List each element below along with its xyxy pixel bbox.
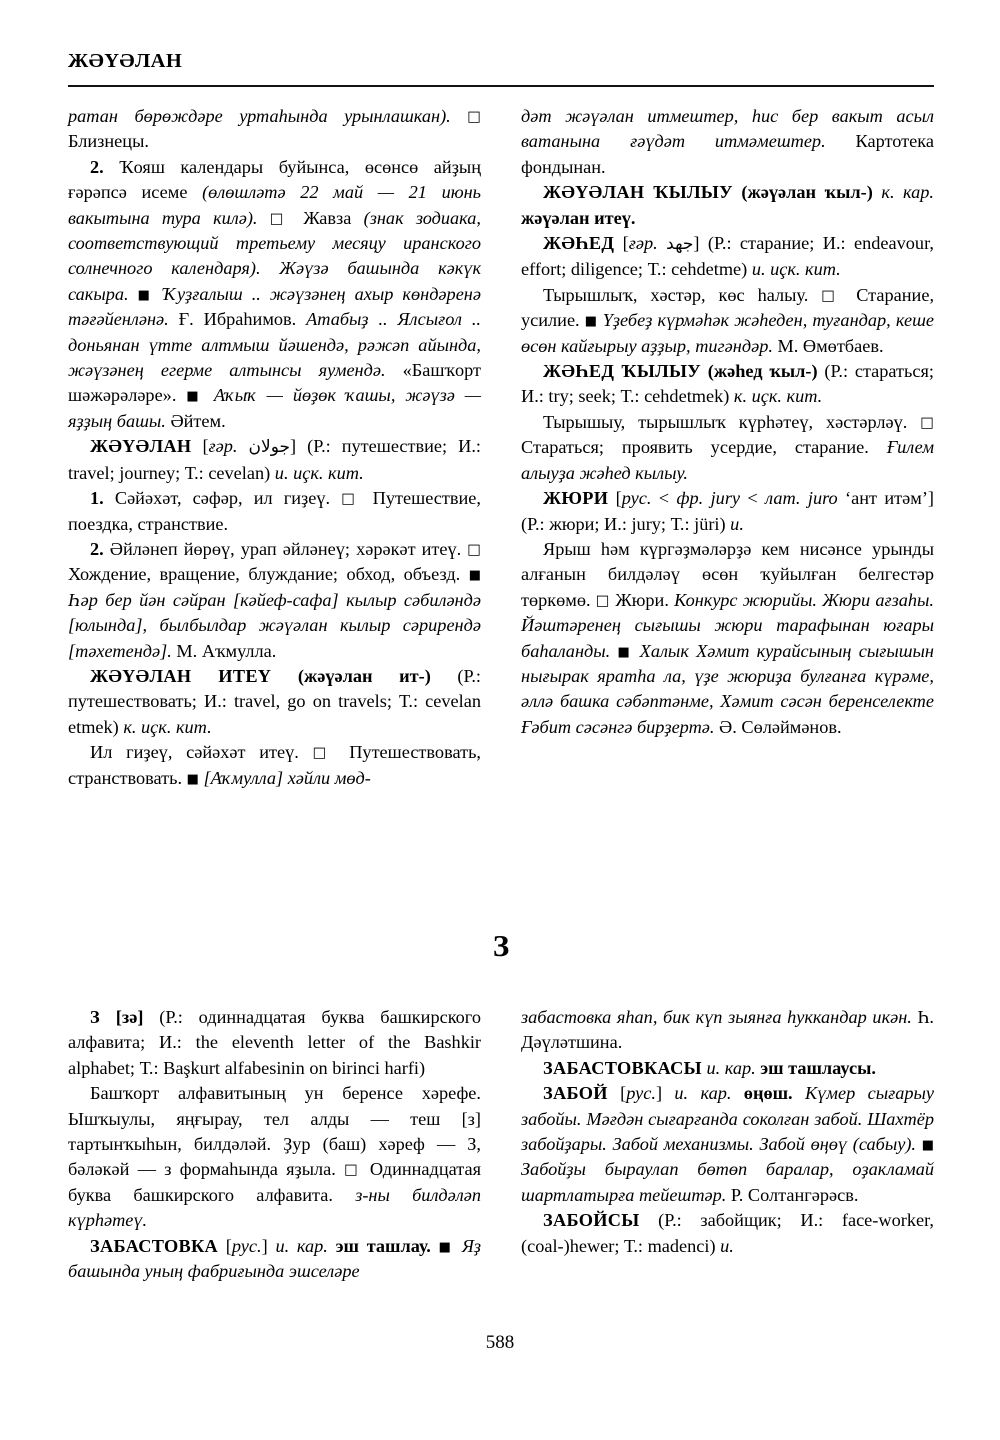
text-run: (Р.: забойщик; И.: face-worker, (coal-)hewer; Т.: madenci) (521, 1210, 934, 1256)
text-run: (жәүәлан ҡыл-) (732, 182, 873, 203)
text-run: Жавза (291, 207, 364, 228)
entry-paragraph (521, 1081, 934, 1208)
text-run: Күмер сығарыу забойы. Мәғдән сығарғанда соколған забой. Шахтёр забойҙары. Забой механизмы. Забой өңөү (сабыу). (521, 1083, 934, 1155)
lower-column-block (68, 1005, 934, 1284)
text-run: к. кар. (881, 182, 935, 203)
sense-marker-icon: ■ (186, 771, 199, 787)
text-run: Старание, усилие. (521, 284, 935, 331)
text-run: Ҡуҙғалыш .. жәүзәнең ахыр көндәренә тәғәйенләнә. (68, 283, 481, 330)
sense-marker-icon: □ (341, 491, 362, 508)
sense-marker-icon: ■ (617, 644, 633, 660)
text-run: М. Өмөтбаев. (772, 335, 884, 356)
text-run: Одиннадцатая буква башкирского алфавита. (68, 1159, 482, 1205)
text-run: ] (Р.: старание; И.: endeavour, effort; diligence; Т.: cehdetme) (521, 233, 934, 280)
text-run: 1. (90, 488, 104, 509)
letter-divider-glyph: З (492, 928, 510, 963)
running-head (68, 50, 934, 73)
text-run (451, 106, 468, 126)
text-run: ‘ант итәм’] (Р.: жюри; И.: jury; Т.: jüri) (521, 488, 935, 534)
entry-paragraph (521, 283, 934, 359)
text-run: (Р.: стараться; И.: try; seek; Т.: cehdetmek) (521, 361, 934, 407)
headword: ЖӘҮӘЛАН (90, 436, 192, 457)
entry-paragraph (521, 1005, 934, 1056)
text-run: Башҡорт алфавитының ун беренсе хәрефе. Ышҡыулы, яңғырау, тел алды — теш [з] тартынҡыһын, билдәләй. Ҙур (баш) хәреф — З, бәләкәй — з формаһында яҙыла. (68, 1083, 481, 1180)
text-run: и. кар. (706, 1057, 756, 1078)
text-run: Ил гиҙеү, сәйәхәт итеү. (90, 742, 313, 763)
headword: ЖӘҺЕД ҠЫЛЫУ (543, 361, 701, 382)
text-run (431, 1236, 439, 1256)
headword: ЗАБОЙ (543, 1083, 608, 1104)
text-run: Яҙ башында уның фабриғында эшселәре (68, 1235, 481, 1282)
text-run: Атабыҙ .. Ялсығол .. доньянан үтте алтмыш йәшендә, рәжәп айында, жәүзәнең егерме алтынсы яумендә. (68, 309, 481, 381)
text-run: Сәйәхәт, сәфәр, ил гиҙеү. (103, 488, 342, 509)
text-run (258, 208, 270, 228)
text-run: ратан бөрөждәре уртаһында урынлашкан). (68, 106, 451, 126)
text-run: рус. (621, 488, 652, 509)
text-run: (Р.: путешествовать; И.: travel, go on travels; Т.: cevelan etmek) (68, 665, 481, 737)
text-run: дәт жәүәлан итмештер, һис бер вакыт асыл ватанына ғәүдәт итмәмештер. (521, 106, 934, 152)
entry-paragraph (521, 1056, 934, 1081)
text-run: Жюри. (610, 589, 675, 610)
entry-paragraph (68, 155, 481, 434)
text-run: и. кар. (674, 1083, 732, 1104)
text-run: Картотека фондынан. (521, 131, 934, 177)
text-run: Һ. Дәүләтшина. (521, 1007, 934, 1053)
text-run: Тырышлыҡ, хәстәр, көс һалыу. (543, 284, 822, 305)
text-run: ] (Р.: путешествие; И.: travel; journey; Т.: cevelan) (68, 436, 481, 483)
text-run: и. иçк. кит. (751, 259, 841, 280)
text-run: к. иçк. кит. (733, 386, 823, 407)
text-run: Стараться; проявить усердие, старание. (521, 437, 887, 458)
arabic-etymology: جهد (666, 234, 694, 255)
entry-paragraph (521, 359, 934, 410)
text-run: 2. (90, 156, 104, 177)
entry-paragraph (68, 1234, 481, 1285)
headword: З (90, 1007, 100, 1027)
text-run: и. иçк. кит. (274, 462, 364, 483)
text-run: Конкурс жюрийы. Жюри ағзаһы. Йәштәренең сығышы жюри тарафынан юғары баһаланды. (521, 589, 934, 661)
text-run: к. иçк. кит. (123, 716, 212, 737)
text-run: [ (607, 1083, 627, 1104)
upper-left-column (68, 104, 481, 791)
sense-marker-icon: ■ (186, 389, 204, 405)
text-run: и. (720, 1235, 734, 1256)
text-run: Путешествовать, странствовать. (68, 742, 482, 788)
text-run: (знак зодиака, соответствующий третьему месяцу иранского солнечного календаря). Жәүзә башында кәкүк сакыра. (68, 207, 481, 304)
text-run: и. (730, 513, 744, 534)
text-run: 2. (90, 538, 104, 559)
text-run: (Р.: одиннадцатая буква башкирского алфавита; И.: the eleventh letter of the Bashkir alphabet; Т.: Başkurt alfabesinin on birinci harfi) (68, 1007, 481, 1078)
arabic-etymology: جولان (248, 437, 291, 458)
text-run: рус. (231, 1235, 262, 1256)
entry-paragraph (68, 1081, 481, 1233)
text-run: «Башҡорт шәжәрәләре». (68, 360, 481, 406)
text-run: Әйтем. (165, 410, 226, 431)
text-run: [ (218, 1235, 232, 1256)
text-run: эш ташлау. (327, 1235, 431, 1256)
entry-paragraph (68, 434, 481, 486)
text-run: Ә. Сөләймәнов. (714, 716, 842, 737)
sense-marker-icon: ■ (438, 1239, 455, 1255)
text-run (658, 233, 666, 253)
headword: ЗАБОЙСЫ (543, 1210, 640, 1231)
text-run: Хождение, вращение, блуждание; обход, объезд. (68, 564, 469, 585)
entry-paragraph (68, 664, 481, 740)
text-run: Ярыш һәм күргәҙмәләрҙә кем нисәнсе урынды алғанын билдәләү өсөн ҡуйылған белгестәр төркөмө. (521, 538, 934, 610)
text-run (129, 284, 138, 304)
upper-column-block (68, 104, 934, 791)
sense-marker-icon: ■ (137, 287, 155, 303)
lower-right-column (521, 1005, 934, 1284)
sense-marker-icon: □ (595, 592, 611, 609)
entry-paragraph (521, 410, 934, 486)
text-run: фр. (676, 488, 704, 509)
text-run: < (651, 488, 677, 509)
sense-marker-icon: □ (467, 109, 481, 125)
upper-right-column (521, 104, 934, 791)
sense-marker-icon: □ (920, 414, 934, 431)
sense-marker-icon: □ (344, 1162, 362, 1179)
entry-paragraph (521, 231, 934, 283)
lower-left-column (68, 1005, 481, 1284)
sense-marker-icon: ■ (584, 314, 598, 330)
sense-marker-icon: □ (269, 210, 292, 227)
text-run: Путешествие, поездка, странствие. (68, 488, 481, 534)
text-run: лат. (765, 488, 801, 509)
entry-paragraph (68, 537, 481, 664)
headword: ЖӘҺЕД (543, 233, 615, 254)
text-run: Ҡояш календары буйынса, өсөнсө айҙың ғәрәпсә исеме (68, 156, 481, 203)
text-run: (жәһед ҡыл-) (700, 361, 818, 382)
running-head-rule (68, 85, 934, 87)
text-run: рус. (626, 1083, 656, 1104)
text-run: Әйләнеп йөрөү, урап әйләнеү; хәрәкәт итеү. (103, 538, 468, 559)
headword: ЖӘҮӘЛАН ИТЕҮ (90, 665, 272, 686)
entry-paragraph (521, 1208, 934, 1259)
text-run: Близнецы. (68, 131, 149, 152)
headword: ЖЮРИ (543, 488, 609, 509)
text-run: ғәр. (628, 233, 658, 254)
text-run (793, 1083, 805, 1103)
entry-paragraph (521, 486, 934, 537)
entry-paragraph (521, 104, 934, 180)
sense-marker-icon: ■ (921, 1138, 934, 1154)
text-run: з-ны билдәләп күрһәтеү. (68, 1184, 482, 1231)
text-run: Һәр бер йән сәйран [кәйеф-сафа] кылыр сәбиләндә [юлында], былбылдар жәүәлан кылыр сәрирендә [тәхетендә]. (68, 589, 481, 661)
headword: ЗАБАСТОВКА (90, 1235, 219, 1256)
text-run: Аҡыҡ — йөҙөк ҡашы, жәүзә — яҙҙың башы. (68, 385, 481, 431)
text-run: эш ташлаусы. (755, 1057, 876, 1078)
text-run: juro (807, 488, 838, 509)
page-number: 588 (485, 1332, 515, 1353)
entry-paragraph (68, 486, 481, 537)
sense-marker-icon: □ (467, 541, 481, 558)
text-run: ] (655, 1083, 675, 1104)
headword: ЗАБАСТОВКАСЫ (543, 1057, 702, 1078)
entry-paragraph (68, 104, 481, 155)
text-run: Ғилем алыуҙа жәһед кылыу. (521, 437, 934, 483)
text-run: Тырышыу, тырышлыҡ күрһәтеү, хәстәрләү. (543, 411, 921, 432)
text-run: забастовка яһап, бик күп зыянға һуккандар икән. (521, 1007, 912, 1027)
headword: ЖӘҮӘЛАН ҠЫЛЫУ (543, 182, 733, 203)
text-run: Ғ. Ибраһимов. (168, 309, 307, 330)
text-run: ] (261, 1235, 276, 1256)
text-run: Р. Солтангәрәсв. (726, 1184, 859, 1205)
entry-paragraph (521, 180, 934, 231)
running-head-text: ЖӘҮӘЛАН (68, 50, 183, 72)
text-run: [ (608, 488, 622, 509)
text-run: [зә] (99, 1007, 144, 1027)
text-run: (жәүәлан ит-) (271, 665, 431, 686)
text-run: жәүәлан итеү. (521, 207, 636, 228)
entry-paragraph (68, 740, 481, 791)
text-run: jury (710, 488, 741, 509)
entry-paragraph (68, 1005, 481, 1081)
text-run: (өлөшләтә 22 май — 21 июнь вакытына тура килә). (68, 182, 482, 228)
text-run (800, 488, 807, 508)
sense-marker-icon: □ (821, 287, 844, 304)
letter-divider (68, 930, 934, 961)
text-run: [ (614, 233, 629, 254)
text-run: и. кар. (275, 1235, 328, 1256)
text-run: Халык Хәмит курайсының сығышын нығырак яратһа ла, үҙе жюриҙа булғанға күрәме, әллә башка сәбәптәнме, Хәмит сәсән беренселекте Ғәбит сәсәнгә бирҙертә. (521, 640, 934, 737)
text-run: Үҙебеҙ күрмәһәк жәһеден, туғандар, кеше өсөн кайғырыу аҙҙыр, тигәндәр. (521, 310, 934, 356)
text-run (703, 488, 710, 508)
text-run: [ (191, 436, 209, 457)
text-run: Забойҙы быраулап бөтөп баралар, оҙакламай шартлатырға тейештәр. (521, 1159, 934, 1205)
text-run: өңөш. (731, 1083, 793, 1104)
text-run: М. Аҡмулла. (171, 640, 277, 661)
text-run: ғәр. (208, 436, 238, 457)
text-run (238, 436, 249, 456)
text-run: [Аҡмулла] хәйли мөд- (198, 767, 371, 788)
sense-marker-icon: □ (312, 745, 336, 762)
entry-paragraph (521, 537, 934, 740)
sense-marker-icon: ■ (468, 568, 481, 584)
text-run: < (740, 488, 766, 509)
